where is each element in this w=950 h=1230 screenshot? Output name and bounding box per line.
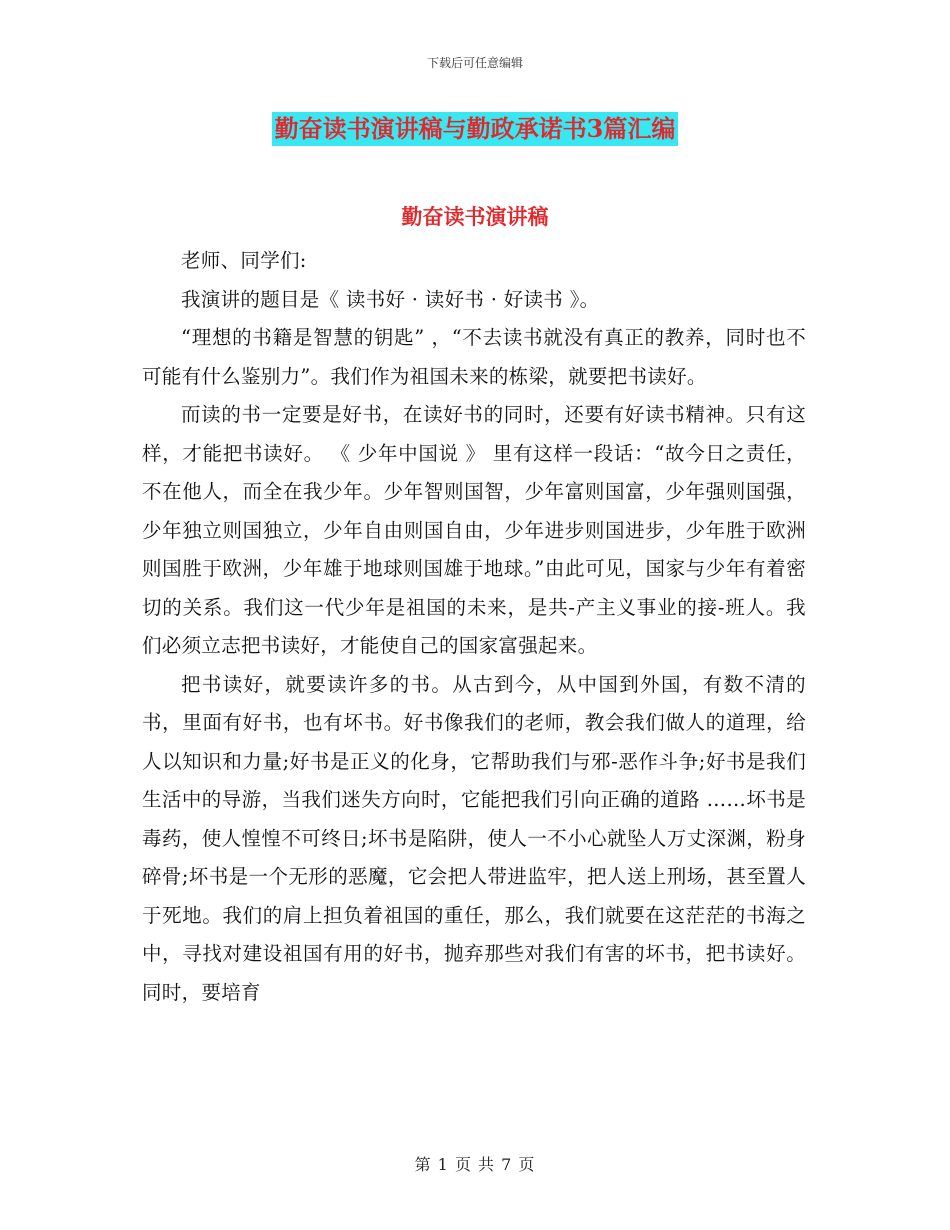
- section-title: 勤奋读书演讲稿: [401, 204, 549, 229]
- paragraph: 而读的书一定要是好书，在读好书的同时，还要有好读书精神。只有这样，才能把书读好。 《 少年中国说 》 里有这样一段话：“故今日之责任，不在他人，而全在我少年。少年智则国智，少年富则国富，少年强则国强，少年独立则国独立，少年自由则国自由，少年进步则国进步，少年胜于欧洲则国胜于欧洲，少年雄于地球则国雄于地球。”由此可见，国家与少年有着密切的关系。我们这一代少年是祖国的未来，是共-产主义事业的接-班人。我们必须立志把书读好，才能使自己的国家富强起来。: [142, 403, 806, 657]
- paragraph-salutation: 老师、同学们:: [181, 249, 307, 272]
- paragraph: 把书读好，就要读许多的书。从古到今，从中国到外国，有数不清的书，里面有好书，也有坏书。好书像我们的老师，教会我们做人的道理，给人以知识和力量;好书是正义的化身，它帮助我们与邪-恶作斗争;好书是我们生活中的导游，当我们迷失方向时，它能把我们引向正确的道路 ……坏书是毒药，使人惶惶不可终日;坏书是陷阱，使人一不小心就坠人万丈深渊，粉身碎骨;坏书是一个无形的恶魔，它会把人带进监牢，把人送上刑场，甚至置人于死地。我们的肩上担负着祖国的重任，那么，我们就要在这茫茫的书海之中，寻找对建设祖国有用的好书，抛弃那些对我们有害的坏书，把书读好。同时，要培育: [142, 672, 806, 1004]
- document-title: 勤奋读书演讲稿与勤政承诺书3篇汇编: [272, 112, 679, 146]
- document-title-container: [0, 112, 950, 146]
- page-number-footer: 第 1 页 共 7 页: [414, 1155, 536, 1174]
- paragraph: 我演讲的题目是《 读书好 · 读好书 · 好读书 》。: [181, 287, 600, 311]
- paragraph: “理想的书籍是智慧的钥匙” ，“不去读书就没有真正的教养，同时也不可能有什么鉴别力”。我们作为祖国未来的栋梁，就要把书读好。: [142, 326, 806, 388]
- document-body: [142, 242, 806, 1012]
- page-header-note: 下载后可任意编辑: [426, 56, 523, 70]
